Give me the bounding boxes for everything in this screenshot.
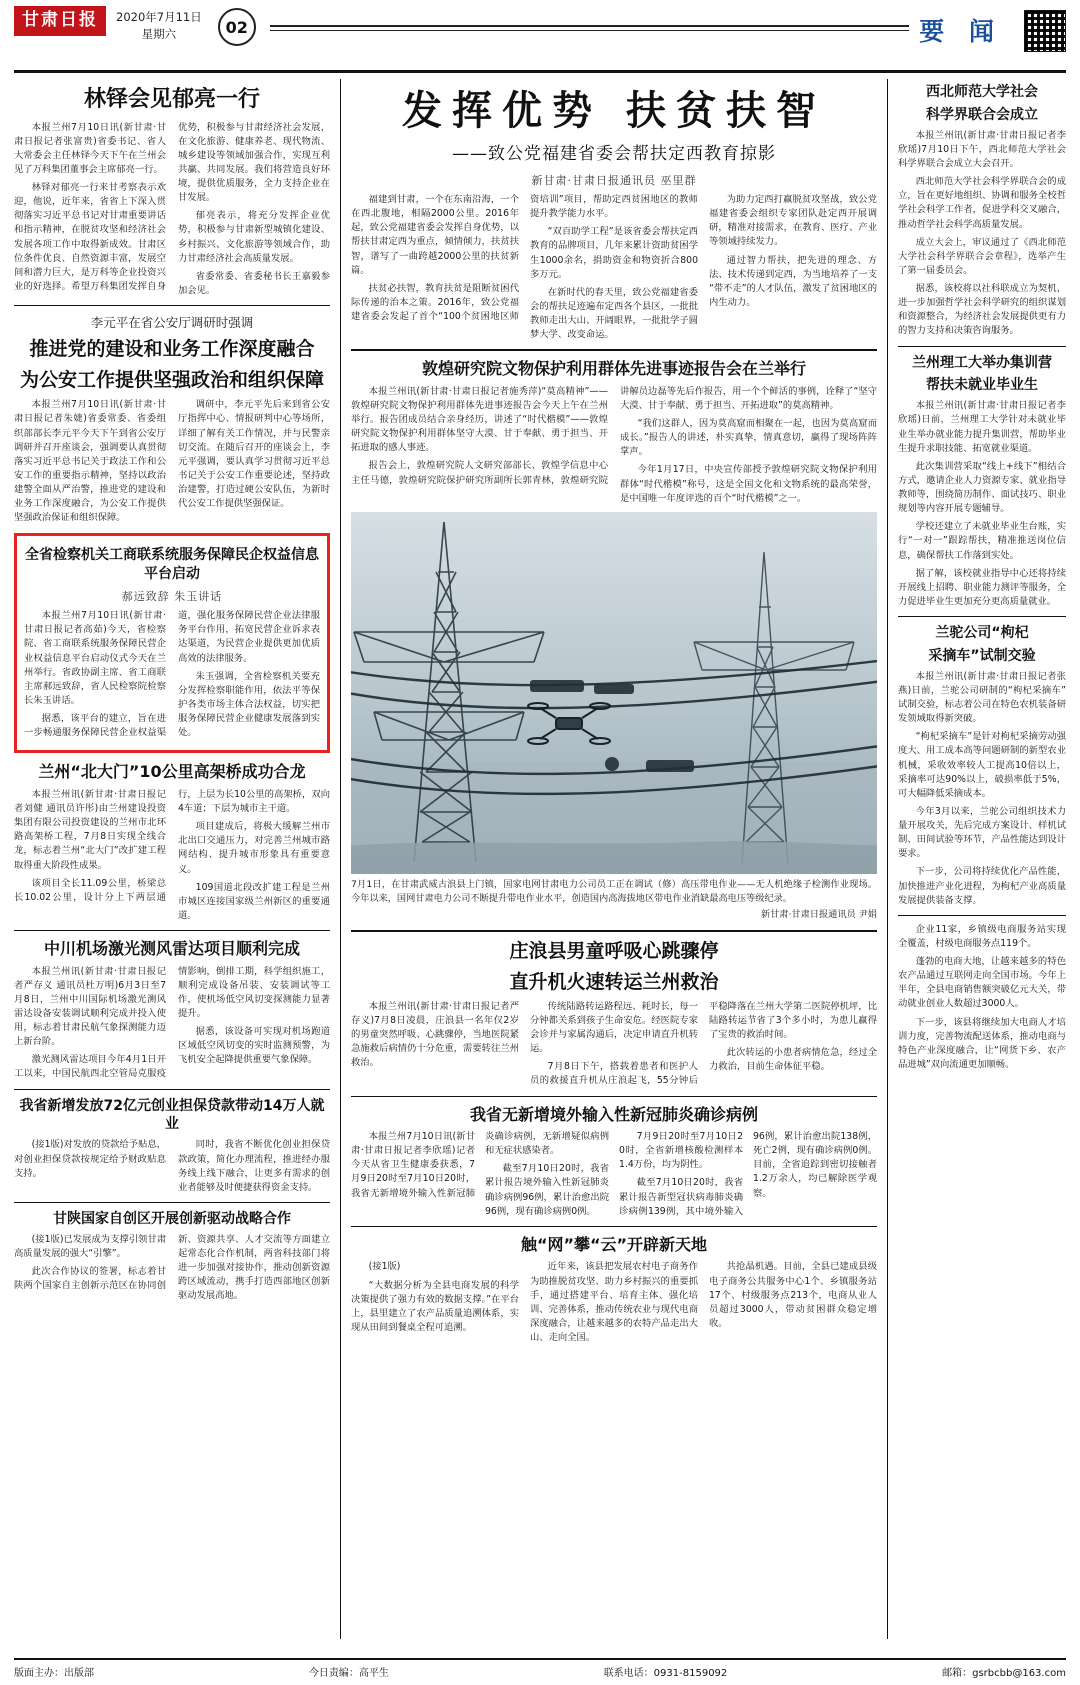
article-headline: 甘陕国家自创区开展创新驱动战略合作 [53, 1210, 291, 1227]
masthead-rules [270, 6, 910, 50]
article-ecommerce [351, 1234, 877, 1345]
date-text: 2020年7月11日 [116, 10, 202, 24]
article-zhongchuan-airport-lidar [14, 938, 330, 1082]
publication-date [116, 6, 202, 44]
article-headline-line1: 西北师范大学社会 [926, 84, 1038, 100]
divider [14, 930, 330, 931]
page-footer [14, 1658, 1066, 1679]
article-headline: 我省无新增境外输入性新冠肺炎确诊病例 [469, 1104, 758, 1124]
article-beidamen-bridge [14, 761, 330, 923]
right-column [898, 79, 1066, 1639]
article-body: 本报兰州讯(新甘肃·甘肃日报记者严存义)7月8日凌晨，庄浪县一名年仅2岁的男童突然呼吸、心跳骤停，当地医院紧急施救后病情仍十分危重，需要转往兰州救治。 传统陆路转运路程远、耗时长，每一分钟都关系到孩子生命安危。经医院专家会诊并与家属沟通后，决定申请直升机转运。 7月8日下午，搭载着患者和医护人员的救援直升机从庄浪起飞，55分钟后平稳降落在兰州大学第二医院停机坪，比陆路转运节省了3个多小时，为患儿赢得了宝贵的救治时间。 此次转运的小患者病情危急，经过全力救治，目前生命体征平稳。 [351, 1000, 877, 1087]
article-body: (接1版)已发展成为支撑引领甘肃高质量发展的强大“引擎”。 此次合作协议的签署，标志着甘陕两个国家自主创新示范区在协同创新、资源共享、人才交流等方面建立起常态化合作机制，两省科技部门将进一步加强对接协作，推动创新资源跨区域流动，携手打造西部地区创新驱动发展高地。 [14, 1233, 330, 1302]
article-zhuanglang-helicopter [351, 939, 877, 1089]
page-grid [14, 79, 1066, 1639]
article-lantuo-goji-harvester [898, 624, 1066, 908]
qr-code-icon[interactable] [1024, 10, 1066, 52]
footer-editor: 今日责编：高平生 [308, 1668, 389, 1679]
article-headline-line1: 庄浪县男童呼吸心跳骤停 [509, 939, 719, 962]
article-headline-line2: 采摘车”试制交验 [928, 647, 1036, 664]
newspaper-logo: 甘肃日报 [14, 6, 106, 36]
photo-graphic [351, 512, 877, 874]
article-body: 本报兰州7月10日讯(新甘肃·甘肃日报记者张富贵)省委书记、省人大常委会主任林铎今天下午在兰州会见了万科集团董事会主席郁亮一行。 林铎对郁亮一行来甘考察表示欢迎，他说，近年来，省省上下深入贯彻落实习近平总书记对甘肃重要讲话和指示精神，在脱贫攻坚和经济社会发展各项工作中取得新成效。甘肃区位条件优良、自然资源丰富，发展空间和潜力巨大，是万科等企业投资兴业的好选择。希望万科集团发挥自身优势，积极参与甘肃经济社会发展，在文化旅游、健康养老、现代物流、城乡建设等领域加强合作，实现互利共赢、共同发展。我们将营造良好环境，提供优质服务，全力支持企业在甘发展。 郁亮表示，将充分发挥企业优势，积极参与甘肃新型城镇化建设、乡村振兴、文化旅游等领域合作，助力甘肃经济社会高质量发展。 省委常委、省委秘书长王嘉毅参加会见。 [14, 121, 330, 296]
footer-publisher: 版面主办：出版部 [14, 1668, 94, 1679]
article-headline-line2: 为公安工作提供坚强政治和组织保障 [19, 369, 324, 392]
article-dunhuang-report [351, 358, 877, 506]
photo-caption [351, 878, 877, 923]
article-kicker: 李元平在省公安厅调研时强调 [90, 315, 254, 331]
article-body: 本报兰州讯(新甘肃·甘肃日报记者严存义 通讯员杜万明)6月3日至7月8日，兰州中川国际机场激光测风雷达设备安装调试顺利完成并投入使用，标志着甘肃民航气象探测能力迈上新台阶。 激光测风雷达项目今年4月1日开工以来，中国民航西北空管局克服疫情影响，倒排工期，科学组织施工，顺利完成设备吊装、安装调试等工作，使机场低空风切变探测能力显著提升。 据悉，该设备可实现对机场跑道区域低空风切变的实时监测预警，为飞机安全起降提供重要气象保障。 [14, 965, 330, 1080]
divider [14, 1202, 330, 1203]
article-procuratorate-platform-highlighted [14, 533, 330, 753]
article-lin-duo [14, 86, 330, 298]
article-body: 本报兰州讯(新甘肃·甘肃日报记者李欣瑶)日前，兰州理工大学针对未就业毕业生举办就业能力提升集训营，帮助毕业生提升求职技能、拓宽就业渠道。 此次集训营采取“线上+线下”相结合方式，邀请企业人力资源专家、就业指导教师等，围绕简历制作、面试技巧、职业规划等内容开展专题辅导。 学校还建立了未就业毕业生台账，实行“一对一”跟踪帮扶，精准推送岗位信息，确保帮扶工作落到实处。 据了解，该校就业指导中心还将持续开展线上招聘、职业能力测评等服务，全力促进毕业生更加充分更高质量就业。 [898, 400, 1066, 607]
article-gan-shan-innovation-zone [14, 1210, 330, 1304]
article-li-yuanping [14, 313, 330, 525]
article-lut-training-camp [898, 354, 1066, 610]
feature-subhead: ——致公党福建省委会帮扶定西教育掠影 [452, 144, 776, 164]
feature-headline: 发挥优势 扶贫扶智 [402, 88, 826, 134]
article-body: (接1版) “大数据分析为全县电商发展的科学决策提供了强力有效的数据支撑。”在平台上，县里建立了农产品质量追溯体系，实现从田间到餐桌全程可追溯。 近年来，该县把发展农村电子商务作为助推脱贫攻坚、助力乡村振兴的重要抓手，通过搭建平台、培育主体、强化培训、完善体系，推动传统农业与现代电商深度融合，让越来越多的农特产品走出大山、走向全国。 共抢晶机遇。目前，全县已建成县级电子商务公共服务中心1个、乡镇服务站17个、村级服务点213个，电商从业人员超过3000人，带动贫困群众稳定增收。 [351, 1261, 877, 1344]
article-body: 本报兰州讯(新甘肃·甘肃日报记者李欣瑶)7月10日下午，西北师范大学社会科学界联合会成立大会召开。 西北师范大学社会科学界联合会的成立，旨在更好地组织、协调和服务全校哲学社会科学工作者，促进学科交叉融合，推动哲学社会科学高质量发展。 成立大会上，审议通过了《西北师范大学社会科学界联合会章程》，选举产生了第一届委员会。 据悉，该校将以社科联成立为契机，进一步加强哲学社会科学研究的组织谋划和资源整合，为经济社会发展提供更有力的智力支持和决策咨询服务。 [898, 129, 1066, 337]
column-divider-right [887, 79, 888, 1639]
article-headline: 触“网”攀“云”开辟新天地 [520, 1234, 708, 1254]
article-ecommerce-continued [898, 923, 1066, 1072]
article-headline-line1: 兰驼公司“枸杞 [935, 625, 1029, 642]
photo-figure [351, 512, 877, 923]
divider [351, 930, 877, 932]
section-title: 要 闻 [919, 17, 1002, 46]
divider [351, 1096, 877, 1097]
divider [898, 346, 1066, 347]
power-transmission-tower-photo [351, 512, 877, 874]
article-headline: 我省新增发放72亿元创业担保贷款带动14万人就业 [19, 1097, 325, 1133]
divider [14, 1089, 330, 1090]
article-body: (接1版)对发放的贷款给予贴息，对创业担保贷款按规定给予财政贴息支持。 同时，我省不断优化创业担保贷款政策，简化办理流程，推进经办服务线上线下融合，让更多有需求的创业者能够及时便捷获得资金支持。 [14, 1139, 330, 1193]
feature-byline: 新甘肃·甘肃日报通讯员 巫里群 [531, 174, 697, 187]
left-column [14, 79, 330, 1639]
feature-body: 福建到甘肃，一个在东南沿海，一个在西北腹地，相隔2000公里。2016年起，致公党福建省委会发挥自身优势，以帮扶甘肃定西为重点，倾情倾力，扶贫扶智，谱写了一曲跨越2000公里的扶贫新篇。 扶贫必扶智，教育扶贫是阻断贫困代际传递的治本之策。2016年，致公党福建省委会发起了首个“100个贫困地区师资培训”项目，帮助定西贫困地区的教师提升教学能力水平。 “双百助学工程”是该省委会帮扶定西教育的品牌项目，几年来累计资助贫困学生1000余名，捐助资金和物资折合800多万元。 在新时代的春天里，致公党福建省委会的帮扶足迹遍布定西各个县区，一批批教师走出大山、开阔眼界，一批批学子圆梦大学、改变命运。 为助力定西打赢脱贫攻坚战，致公党福建省委会组织专家团队赴定西开展调研，精准对接需求，在教育、医疗、产业等领域持续发力。 通过智力帮扶，把先进的理念、方法、技术传递到定西，为当地培养了一支“带不走”的人才队伍，激发了贫困地区的内生动力。 [351, 194, 877, 341]
article-startup-loans [14, 1097, 330, 1195]
article-headline-line2: 帮扶未就业毕业生 [926, 377, 1038, 394]
article-body: 本报兰州7月10日讯(新甘肃·甘肃日报记者高茹)今天，省检察院、省工商联系统服务保障民营企业权益信息平台启动仪式今天在兰州举行。省政协副主席、省工商联主席郝远致辞，省人民检察院检察长朱玉讲话。 据悉，该平台的建立，旨在进一步畅通服务保障民营企业权益渠道，强化服务保障民营企业法律服务平台作用，拓宽民营企业诉求表达渠道，为民营企业提供更加优质高效的法律服务。 朱玉强调，全省检察机关要充分发挥检察职能作用，依法平等保护各类市场主体合法权益，切实把服务保障民营企业健康发展落到实处。 [24, 610, 320, 739]
article-headline-line1: 推进党的建设和业务工作深度融合 [29, 338, 315, 361]
article-body: 企业11家，乡镇级电商服务站实现全覆盖，村级电商服务点119个。 蓬勃的电商大地，让越来越多的特色农产品通过互联网走向全国市场。今年上半年，全县电商销售额突破亿元大关，带动就业创业人数超过3000人。 下一步，该县将继续加大电商人才培训力度，完善物流配送体系，推动电商与特色产业深度融合，让“网货下乡、农产品进城”双向流通更加顺畅。 [898, 923, 1066, 1070]
article-covid-report [351, 1104, 877, 1219]
article-headline: 敦煌研究院文物保护利用群体先进事迹报告会在兰举行 [421, 359, 806, 379]
article-headline: 中川机场激光测风雷达项目顺利完成 [43, 939, 300, 958]
divider [898, 616, 1066, 617]
divider [351, 1226, 877, 1227]
divider [14, 305, 330, 306]
masthead-divider [14, 70, 1066, 73]
center-column [351, 79, 877, 1639]
divider [898, 915, 1066, 916]
article-body: 本报兰州7月10日讯(新甘肃·甘肃日报记者李欣瑶)记者今天从省卫生健康委获悉，7月9日20时至7月10日20时，我省无新增境外输入性新冠肺炎确诊病例，无新增疑似病例和无症状感染者。 截至7月10日20时，我省累计报告境外输入性新冠肺炎确诊病例96例，累计治愈出院96例，现有确诊病例0例。 7月9日20时至7月10日20时，全省新增核酸检测样本1.4万份，均为阴性。 截至7月10日20时，我省累计报告新型冠状病毒肺炎确诊病例139例，其中境外输入96例，累计治愈出院138例，死亡2例，现有确诊病例0例。目前，全省追踪到密切接触者1.2万余人，均已解除医学观察。 [351, 1131, 877, 1217]
article-body: 本报兰州讯(新甘肃·甘肃日报记者施秀萍)“莫高精神”——敦煌研究院文物保护利用群体先进事迹报告会今天上午在兰州举行。报告团成员结合亲身经历，讲述了“时代楷模”——敦煌研究院文物保护利用群体坚守大漠、甘于奉献、勇于担当、开拓进取的感人事迹。 报告会上，敦煌研究院人文研究部部长、敦煌学信息中心主任马德，敦煌研究院保护研究所副所长郭青林，敦煌研究院讲解员边磊等先后作报告，用一个个鲜活的事例，诠释了“坚守大漠、甘于奉献、勇于担当、开拓进取”的莫高精神。 “我们这群人，因为莫高窟而相聚在一起，也因为莫高窟而成长。”报告人的讲述，朴实真挚，情真意切，赢得了现场阵阵掌声。 今年1月17日，中央宣传部授予敦煌研究院文物保护利用群体“时代楷模”称号，这是全国文化和文物系统的最高荣誉，是中国唯一年度评选的百个“时代楷模”之一。 [351, 385, 877, 504]
photo-credit: 新甘肃·甘肃日报通讯员 尹娟 [760, 909, 877, 921]
article-headline-line2: 直升机火速转运兰州救治 [509, 970, 719, 993]
divider [351, 349, 877, 351]
article-headline: 全省检察机关工商联系统服务保障民企权益信息平台启动 [25, 547, 319, 583]
article-headline: 兰州“北大门”10公里高架桥成功合龙 [38, 762, 306, 782]
column-divider-left [340, 79, 341, 1639]
article-subheads: 郝远致辞 朱玉讲话 [121, 590, 223, 604]
footer-phone: 联系电话：0931-8159092 [603, 1668, 728, 1679]
footer-email: 邮箱：gsrbcbb@163.com [942, 1668, 1066, 1679]
article-body: 本报兰州7月10日讯(新甘肃·甘肃日报记者朱婕)省委常委、省委组织部部长李元平今天下午到省公安厅调研并召开座谈会，强调要认真贯彻落实习近平总书记关于政法工作和公安工作的重要指示精神，坚持以政治建警全面从严治警，推进党的建设和业务工作深度融合，为公安工作提供坚强政治保证和组织保障。 调研中，李元平先后来到省公安厅指挥中心、情报研判中心等场所，详细了解有关工作情况，并与民警亲切交流。在随后召开的座谈会上，李元平强调，要认真学习贯彻习近平总书记关于公安工作重要论述，坚持政治建警，打造过硬公安队伍，为新时代公安工作提供坚强保证。 [14, 399, 330, 524]
photo-caption-text: 7月1日，在甘肃武威古浪县上门镇，国家电网甘肃电力公司员工正在调试（修）高压带电作业——无人机绝缘子检测作业现场。今年以来，国网甘肃电力公司不断提升带电作业水平，创造国内高海拔地区带电作业消缺最高电压等级纪录。 [351, 878, 877, 905]
masthead [14, 0, 1066, 68]
article-headline-line1: 兰州理工大举办集训营 [912, 354, 1052, 371]
article-body: 本报兰州讯(新甘肃·甘肃日报记者刘健 通讯员许彤)由兰州建设投资集团有限公司投资建设的兰州市北环路高架桥工程，7月8日实现全线合龙，标志着兰州“北大门”改扩建工程取得重大阶段性成果。 该项目全长11.09公里，桥梁总长10.02公里，设计分上下两层通行，上层为长10公里的高架桥，双向4车道；下层为城市主干道。 项目建成后，将极大缓解兰州市北出口交通压力，对完善兰州城市路网结构、提升城市形象具有重要意义。 109国道北段改扩建工程是兰州市城区连接国家级兰州新区的重要通道。 [14, 788, 330, 921]
article-body: 本报兰州讯(新甘肃·甘肃日报记者张燕)日前，兰驼公司研制的“枸杞采摘车”试制交验，标志着公司在特色农机装备研发领域取得新突破。 “枸杞采摘车”是针对枸杞采摘劳动强度大、用工成本高等问题研制的新型农业机械，采收效率较人工提高10倍以上，采摘率可达90%以上，破损率低于5%，可大幅降低采摘成本。 今年3月以来，兰驼公司组织技术力量开展攻关，先后完成方案设计、样机试制、田间试验等环节，产品性能达到设计要求。 下一步，公司将持续优化产品性能，加快推进产业化进程，为枸杞产业高质量发展提供装备支撑。 [898, 670, 1066, 906]
feature-article [351, 87, 877, 342]
article-headline-line2: 科学界联合会成立 [926, 106, 1038, 123]
rule-top [270, 25, 910, 27]
article-nwnu-social-science [898, 83, 1066, 339]
rule-bottom [270, 30, 910, 31]
weekday-text: 星期六 [141, 27, 177, 42]
page-number-badge: 02 [218, 8, 256, 46]
article-headline: 林铎会见郁亮一行 [83, 87, 260, 112]
